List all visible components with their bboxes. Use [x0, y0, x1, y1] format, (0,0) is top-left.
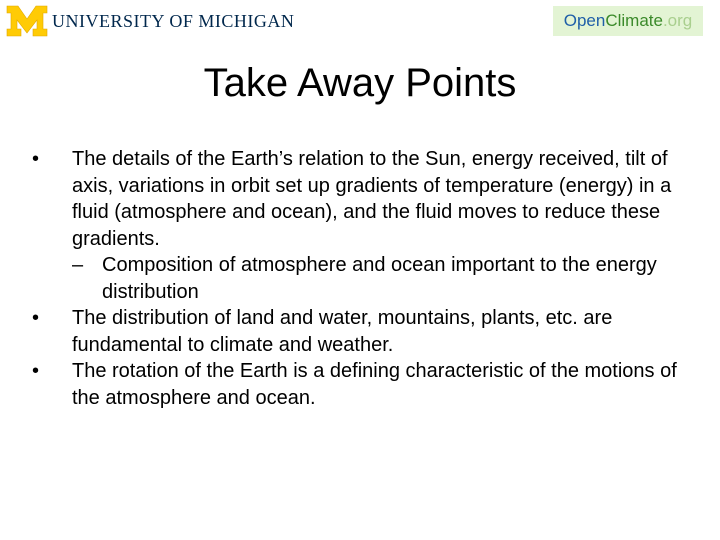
sub-bullet-text: Composition of atmosphere and ocean important to the energy distribution	[102, 254, 657, 303]
bullet-marker: •	[32, 307, 40, 329]
bullet-text: The rotation of the Earth is a defining characteristic of the motions of the atmosphere and ocean.	[72, 360, 677, 409]
openclimate-logo	[553, 6, 703, 36]
openclimate-logo-open: Open	[563, 11, 606, 30]
sub-bullet-item	[0, 252, 662, 305]
bullet-list	[0, 146, 720, 411]
bullet-marker: •	[32, 360, 40, 382]
university-of-michigan-logo	[6, 5, 294, 37]
block-m-icon	[6, 5, 48, 37]
bullet-item	[0, 305, 692, 358]
bullet-item	[0, 358, 692, 411]
bullet-marker: •	[32, 148, 40, 170]
slide-header	[0, 0, 720, 44]
bullet-item	[0, 146, 692, 252]
university-wordmark: UNIVERSITY OF MICHIGAN	[52, 11, 295, 31]
openclimate-logo-org: .org	[662, 11, 693, 30]
bullet-text: The distribution of land and water, mountains, plants, etc. are fundamental to climate and weather.	[72, 307, 613, 356]
slide-title: Take Away Points	[203, 61, 517, 105]
bullet-text: The details of the Earth’s relation to the Sun, energy received, tilt of axis, variations in orbit set up gradients of temperature (energy) in a fluid (atmosphere and ocean), and the fluid moves to reduce these gradients.	[72, 148, 672, 250]
openclimate-logo-climate: Climate	[605, 11, 663, 30]
sub-bullet-marker: –	[72, 254, 84, 276]
